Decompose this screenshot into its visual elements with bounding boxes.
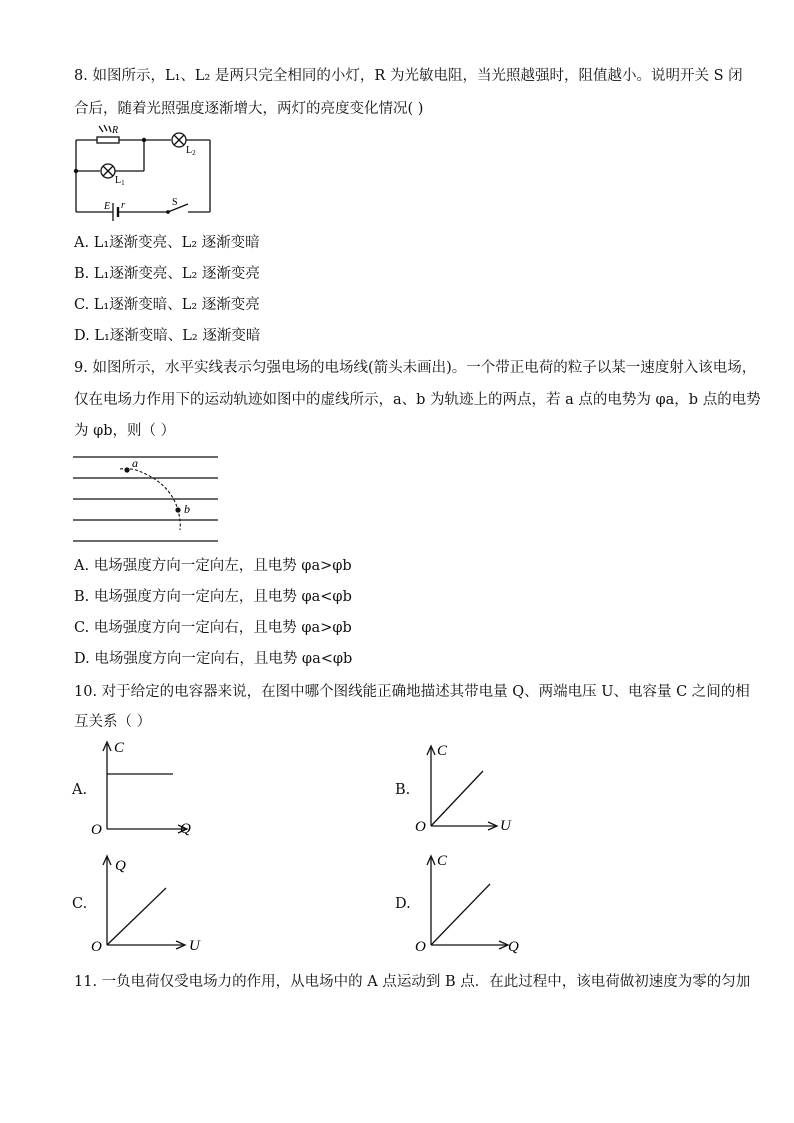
label-L1: $L_1$ <box>115 175 125 187</box>
q8-option-d[interactable]: D. L₁逐渐变暗、L₂ 逐渐变暗 <box>74 328 261 344</box>
graph-line <box>431 884 490 945</box>
point-b <box>175 507 180 512</box>
x-axis-label: Q <box>508 939 519 955</box>
q10-option-d-label[interactable]: D. <box>395 896 411 912</box>
y-axis-label: C <box>437 743 448 759</box>
q10-graph-a[interactable] <box>86 732 206 842</box>
point-a <box>124 467 129 472</box>
q10-graph-d[interactable] <box>410 848 540 958</box>
graph-line <box>107 888 166 945</box>
q9-option-b[interactable]: B. 电场强度方向一定向左，且电势 φa<φb <box>74 589 352 605</box>
q9-option-a[interactable]: A. 电场强度方向一定向左，且电势 φa>φb <box>74 558 352 574</box>
graph-line <box>431 771 483 826</box>
q10-option-c-label[interactable]: C. <box>72 896 88 912</box>
x-axis-label: U <box>189 938 200 954</box>
q10-stem-line2: 互关系（ ） <box>74 714 152 730</box>
q10-option-b-label[interactable]: B. <box>395 782 411 798</box>
label-b: b <box>184 502 190 516</box>
label-L2: $L_2$ <box>186 145 196 157</box>
q9-stem-line1: 9. 如图所示，水平实线表示匀强电场的电场线(箭头未画出)。一个带正电荷的粒子以某一速度射入该电场， <box>74 360 757 376</box>
q8-stem-line1: 8. 如图所示，L₁、L₂ 是两只完全相同的小灯，R 为光敏电阻，当光照越强时，阻值越小。说明开关 S 闭 <box>74 68 743 84</box>
q10-graph-b[interactable] <box>410 738 530 848</box>
q9-option-d[interactable]: D. 电场强度方向一定向右，且电势 φa<φb <box>74 651 353 667</box>
q8-option-a[interactable]: A. L₁逐渐变亮、L₂ 逐渐变暗 <box>74 235 260 251</box>
q10-option-a-label[interactable]: A. <box>72 782 88 798</box>
origin-label: O <box>415 939 426 955</box>
q9-stem-line2: 仅在电场力作用下的运动轨迹如图中的虚线所示，a、b 为轨迹上的两点，若 a 点的电势为 φa，b 点的电势 <box>74 392 761 408</box>
q9-option-c[interactable]: C. 电场强度方向一定向右，且电势 φa>φb <box>74 620 352 636</box>
junction-dot <box>142 138 146 142</box>
q11-stem-line1: 11. 一负电荷仅受电场力的作用，从电场中的 A 点运动到 B 点．在此过程中，该电荷做初速度为零的匀加 <box>74 974 751 990</box>
junction-dot <box>74 169 78 173</box>
q8-option-b[interactable]: B. L₁逐渐变亮、L₂ 逐渐变亮 <box>74 266 260 282</box>
y-axis-label: C <box>437 853 448 869</box>
label-r: r <box>121 200 125 211</box>
q8-stem-line2: 合后，随着光照强度逐渐增大，两灯的亮度变化情况( ) <box>74 101 424 117</box>
q9-stem-line3: 为 φb，则（ ） <box>74 423 176 439</box>
q9-field-diagram <box>70 450 220 530</box>
origin-label: O <box>91 939 102 955</box>
label-E: E <box>104 201 111 212</box>
label-S: S <box>172 197 178 208</box>
label-R: R <box>112 125 119 136</box>
origin-label: O <box>91 822 102 838</box>
origin-label: O <box>415 819 426 835</box>
x-axis-label: U <box>500 818 511 834</box>
q8-circuit-diagram <box>70 122 220 222</box>
q8-option-c[interactable]: C. L₁逐渐变暗、L₂ 逐渐变亮 <box>74 297 260 313</box>
q10-graph-c[interactable] <box>86 848 206 958</box>
label-a: a <box>132 456 138 470</box>
x-axis-label: Q <box>180 821 191 837</box>
y-axis-label: Q <box>115 858 126 874</box>
y-axis-label: C <box>114 740 125 756</box>
q10-stem-line1: 10. 对于给定的电容器来说，在图中哪个图线能正确地描述其带电量 Q、两端电压 U、电容量 C 之间的相 <box>74 684 750 700</box>
